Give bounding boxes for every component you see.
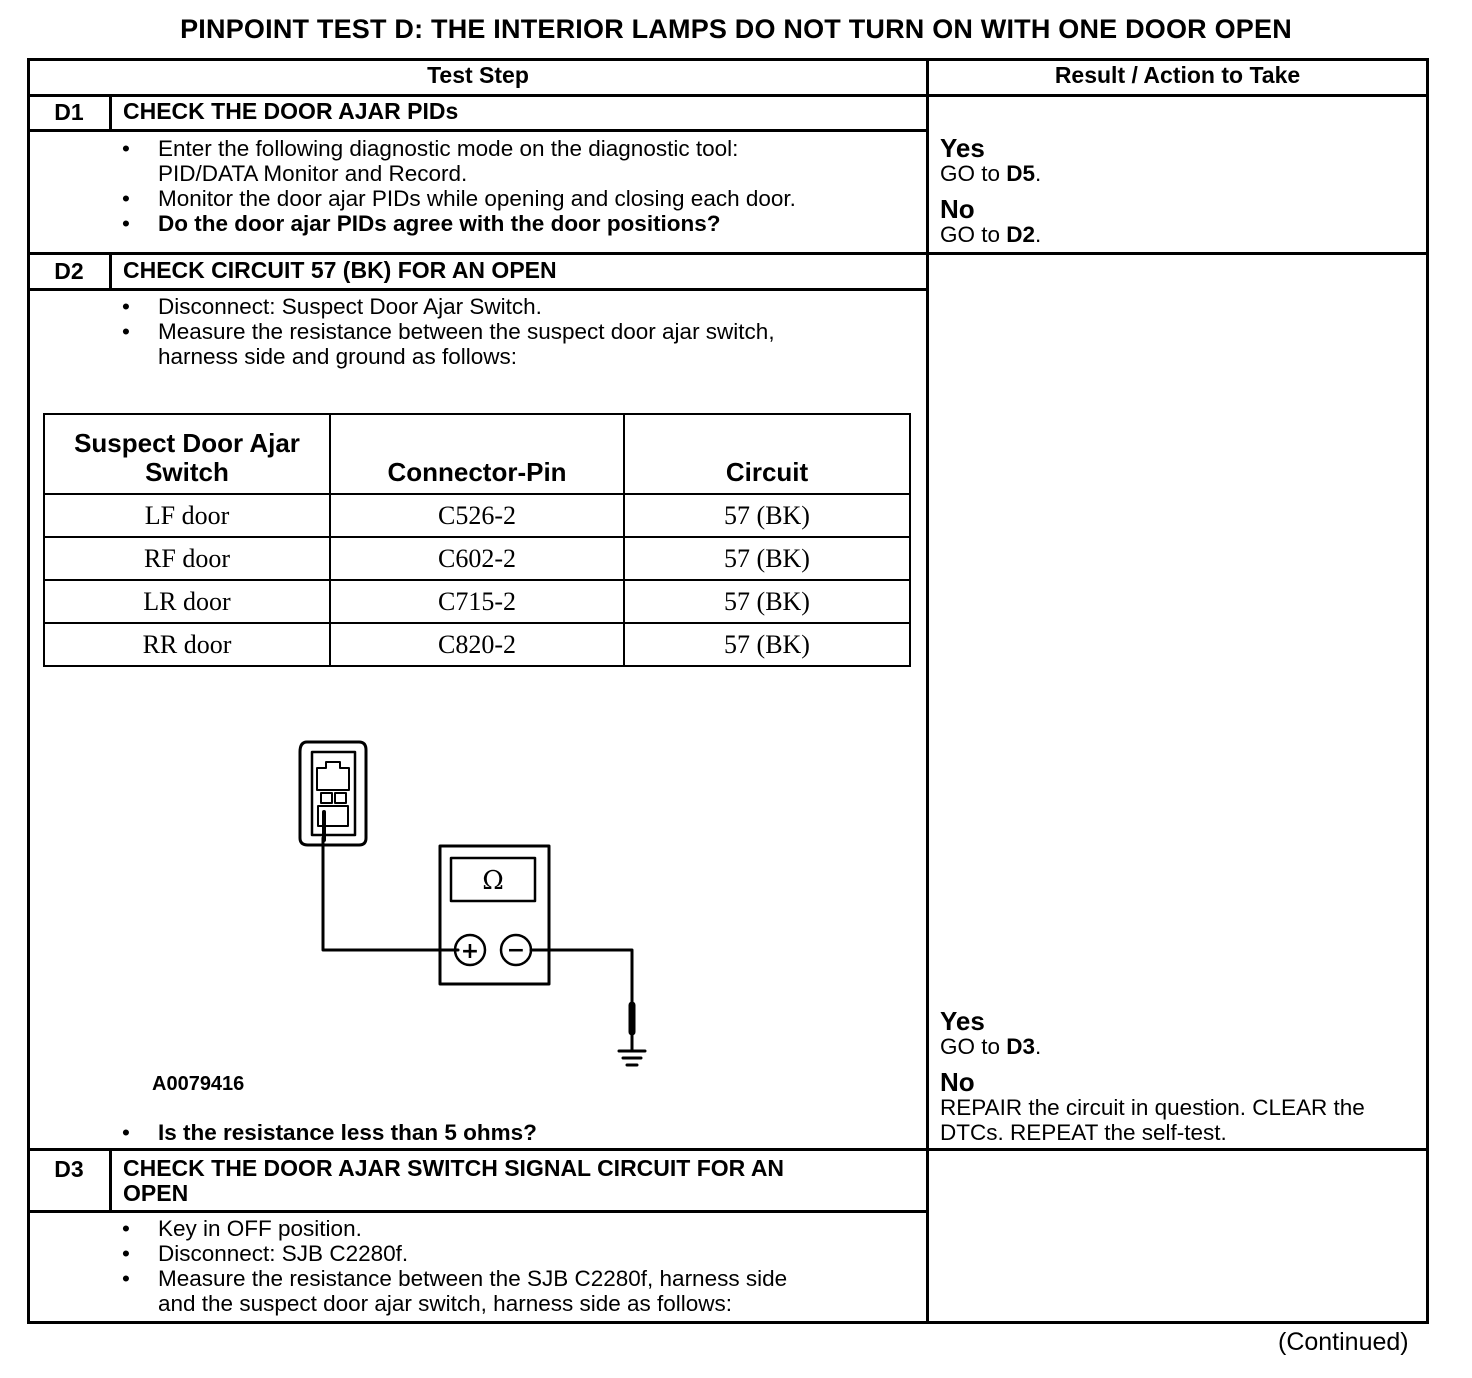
continued-label: (Continued) [1278, 1328, 1409, 1356]
col-header-circuit: Circuit [624, 414, 910, 494]
table-cell: LF door [44, 494, 330, 537]
d1-no-label: No [940, 194, 975, 224]
col-header-switch: Suspect Door Ajar Switch [44, 414, 330, 494]
minus-symbol: − [506, 938, 526, 963]
table-cell: LR door [44, 580, 330, 623]
table-cell: 57 (BK) [624, 494, 910, 537]
step-title-d3: CHECK THE DOOR AJAR SWITCH SIGNAL CIRCUIT FOR AN OPEN [123, 1155, 785, 1206]
d2-no-label: No [940, 1067, 975, 1097]
ohm-symbol: Ω [482, 866, 504, 896]
page-title: PINPOINT TEST D: THE INTERIOR LAMPS DO NOT TURN ON WITH ONE DOOR OPEN [180, 14, 1292, 44]
plus-symbol: + [460, 939, 480, 964]
table-cell: 57 (BK) [624, 580, 910, 623]
table-cell: 57 (BK) [624, 623, 910, 666]
table-cell: C526-2 [330, 494, 624, 537]
d1-no-action: GO to D2. [940, 222, 1042, 247]
figure-id: A0079416 [152, 1073, 245, 1095]
step-title-d2: CHECK CIRCUIT 57 (BK) FOR AN OPEN [123, 257, 557, 283]
step-title-d1: CHECK THE DOOR AJAR PIDs [123, 98, 459, 124]
table-cell: C715-2 [330, 580, 624, 623]
d1-no-target: D2 [1006, 222, 1036, 247]
step-id-d1: D1 [54, 99, 84, 125]
table-cell: C602-2 [330, 537, 624, 580]
d2-no-action-line-2: DTCs. REPEAT the self-test. [940, 1120, 1227, 1145]
d1-yes-label: Yes [940, 133, 985, 163]
d1-yes-action: GO to D5. [940, 161, 1042, 186]
step-id-d2: D2 [54, 258, 84, 284]
table-cell: RR door [44, 623, 330, 666]
d1-yes-target: D5 [1006, 161, 1036, 186]
d2-yes-label: Yes [940, 1006, 985, 1036]
step-id-d3: D3 [54, 1156, 84, 1182]
d2-yes-target: D3 [1006, 1034, 1036, 1059]
ground-icon [619, 1051, 645, 1065]
header-test-step: Test Step [427, 62, 529, 88]
table-cell: 57 (BK) [624, 537, 910, 580]
header-result: Result / Action to Take [1054, 62, 1301, 88]
table-cell: C820-2 [330, 623, 624, 666]
col-header-connector-pin: Connector-Pin [330, 414, 624, 494]
d2-yes-action: GO to D3. [940, 1034, 1042, 1059]
table-cell: RF door [44, 537, 330, 580]
d2-no-action-line-1: REPAIR the circuit in question. CLEAR the [940, 1095, 1365, 1120]
